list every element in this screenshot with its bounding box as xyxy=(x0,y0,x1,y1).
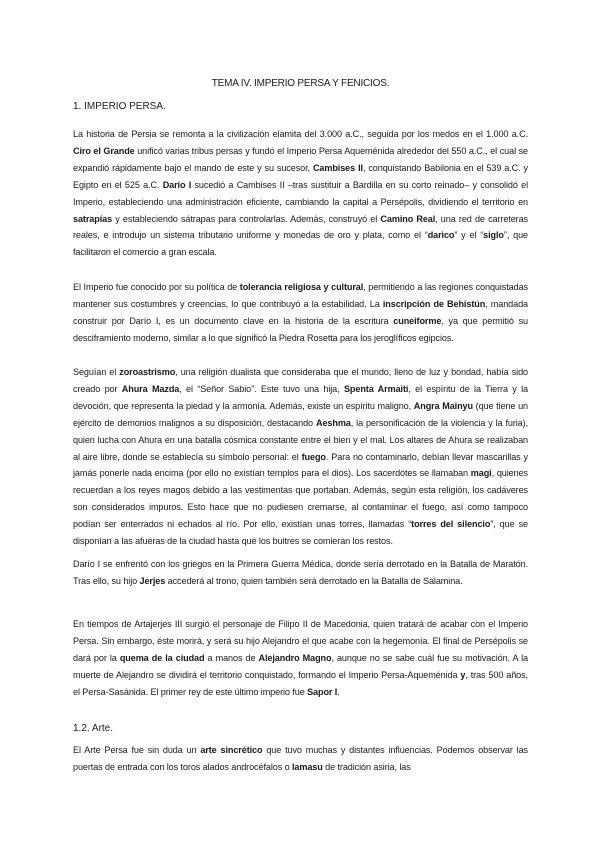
text-run: , aunque no se sabe cuál fue su motivación. A la muerte de Alejandro se dividirá el territorio conquistado, formando el Imperio Persa-Aqueménida xyxy=(73,652,528,680)
bold-term: magi xyxy=(470,468,492,479)
text-run: ”, que facilitaron el comercio a gran escala. xyxy=(73,230,528,258)
paragraph-guerras-medicas xyxy=(73,556,528,590)
bold-term: Angra Mainyu xyxy=(413,400,473,411)
document-title: TEMA IV. IMPERIO PERSA Y FENICIOS. xyxy=(211,78,390,89)
bold-term: zoroastrismo xyxy=(119,367,176,377)
text-run: a manos de xyxy=(204,652,259,663)
bold-term: Ahura Mazda xyxy=(121,383,180,394)
text-run: sucedió a Cambises II –tras sustituir a Bardilla en su corto reinado– y consolidó el Imperio, estableciendo una administración eficiente, cambiando la capital a Persépolis, dividiendo el territorio en xyxy=(73,179,528,207)
text-run: (que tiene un ejército de demonios malignos a su disposición, destacando xyxy=(73,400,528,428)
text-run: . Para no contaminarlo, debían llevar mascarillas y jamás ponerle nada encima (por ello no existían templos para el dios). Los sacerdotes se llamaban xyxy=(73,451,528,479)
text-run: , mandada construir por Darío I, es un documento clave en la historia de la escritura xyxy=(73,298,528,326)
text-run: , ya que permitió su desciframiento moderno, similar a lo que significó la Piedra Rosetta para los jeroglíficos egipcios. xyxy=(73,315,529,343)
bold-term: Ciro el Grande xyxy=(73,145,135,156)
bold-term: Sapor I xyxy=(307,686,338,697)
text-run: ” y el “ xyxy=(454,230,484,241)
section-heading-imperio-persa: 1. IMPERIO PERSA. xyxy=(73,101,166,112)
text-run: , permitiendo a las regiones conquistadas mantener sus costumbres y creencias, lo que contribuyó a la estabilidad. La xyxy=(73,282,529,309)
bold-term: cuneiforme xyxy=(393,315,442,326)
text-run: , la personificación de la violencia y la furia), quien lucha con Ahura en una batalla cósmica constante entre el bien y el mal. Los altares de Ahura se realizaban al aire libre, donde se establecía su símbolo personal: el xyxy=(73,417,528,462)
bold-term: torres del silencio xyxy=(411,519,491,530)
bold-term: y xyxy=(460,669,466,680)
bold-term: Darío I xyxy=(162,179,192,190)
paragraph-historia xyxy=(73,126,528,261)
text-run: En tiempos de Artajerjes III surgió el personaje de Filipo II de Macedonia, quien tratará de acabar con el Imperio Persa. Sin embargo, éste morirá, y será su hijo Alejandro el que acabe con la hegemonía. El final de Persépolis se dará por la xyxy=(73,619,528,663)
text-run: , tras 500 años, el Persa-Sasánida. El primer rey de este último imperio fue xyxy=(73,669,528,697)
section-heading-arte: 1.2. Arte. xyxy=(73,723,114,734)
bold-term: siglo xyxy=(483,230,504,241)
text-run: , el espíritu de la Tierra y la devoción, que representa la piedad y la armonía. Además, existe un espíritu maligno, xyxy=(73,383,528,411)
bold-term: inscripción de Behistún xyxy=(382,298,486,309)
text-run: El Arte Persa fue sin duda un xyxy=(73,745,201,755)
text-run: , una religión dualista que consideraba que el mundo, lleno de luz y bondad, había sido creado por xyxy=(73,367,528,394)
paragraph-zoroastrismo xyxy=(73,364,528,550)
bold-term: darico xyxy=(427,230,455,241)
text-run: , conquistando Babilonia en el 539 a.C. y Egipto en el 525 a.C. xyxy=(73,162,529,190)
text-run: y estableciendo sátrapas para controlarlas. Además, construyó el xyxy=(112,213,381,224)
text-run: Darío I se enfrentó con los griegos en la Primera Guerra Médica, donde sería derrotado en la Batalla de Maratón. Tras ello, su hijo xyxy=(73,559,528,586)
text-run: . xyxy=(337,686,340,697)
bold-term: Alejandro Magno xyxy=(258,652,332,663)
text-run: , una red de carreteras reales, e introdujo un sistema tributario uniforme y monedas de oro y plata, como el “ xyxy=(73,213,529,241)
bold-term: arte sincrético xyxy=(200,745,263,755)
bold-term: tolerancia religiosa y cultural xyxy=(239,282,364,292)
bold-term: Jerjes xyxy=(139,575,166,586)
text-run: La historia de Persia se remonta a la civilización elamita del 3.000 a.C., seguida por los medos en el 1.000 a.C. xyxy=(73,129,528,139)
text-run: , el “Señor Sabio”. Este tuvo una hija, xyxy=(179,383,344,394)
paragraph-alejandro xyxy=(73,616,528,701)
text-run: El Imperio fue conocido por su política de xyxy=(73,282,240,292)
text-run: que tuvo muchas y distantes influencias. Podemos observar las puertas de entrada con los toros alados androcéfalos o xyxy=(73,745,528,772)
text-run: Seguían el xyxy=(73,367,120,377)
text-run: de tradición asiria, las xyxy=(322,761,411,772)
bold-term: quema de la ciudad xyxy=(119,652,205,663)
bold-term: fuego xyxy=(301,451,326,462)
paragraph-arte xyxy=(73,742,528,776)
bold-term: satrapías xyxy=(73,213,113,224)
bold-term: Spenta Armaiti xyxy=(343,383,409,394)
bold-term: Cambises II xyxy=(312,162,363,173)
text-run: unificó varias tribus persas y fundó el Imperio Persa Aqueménida alrededor del 550 a.C., el cual se expandió rápidamente bajo el mando de este y su sucesor, xyxy=(73,145,528,173)
bold-term: Camino Real xyxy=(380,213,436,224)
bold-term: Aeshma xyxy=(315,417,351,428)
text-run: ”, que se disponían a las afueras de la ciudad hasta que los buitres se comieran los restos. xyxy=(73,519,528,547)
text-run: , quienes recuerdan a los reyes magos debido a las vestimentas que portaban. Además, según esta religión, los cadáveres son considerados impuros. Esto hace que no pudiesen cremarse, al contaminar el fuego, así como tampoco podían ser enterrados ni echados al río. Por ello, existían unas torres, llamadas “ xyxy=(73,468,528,530)
paragraph-tolerancia xyxy=(73,279,528,347)
bold-term: lamasu xyxy=(291,761,323,772)
text-run: accederá al trono, quien también será derrotado en la Batalla de Salamina. xyxy=(165,575,463,586)
